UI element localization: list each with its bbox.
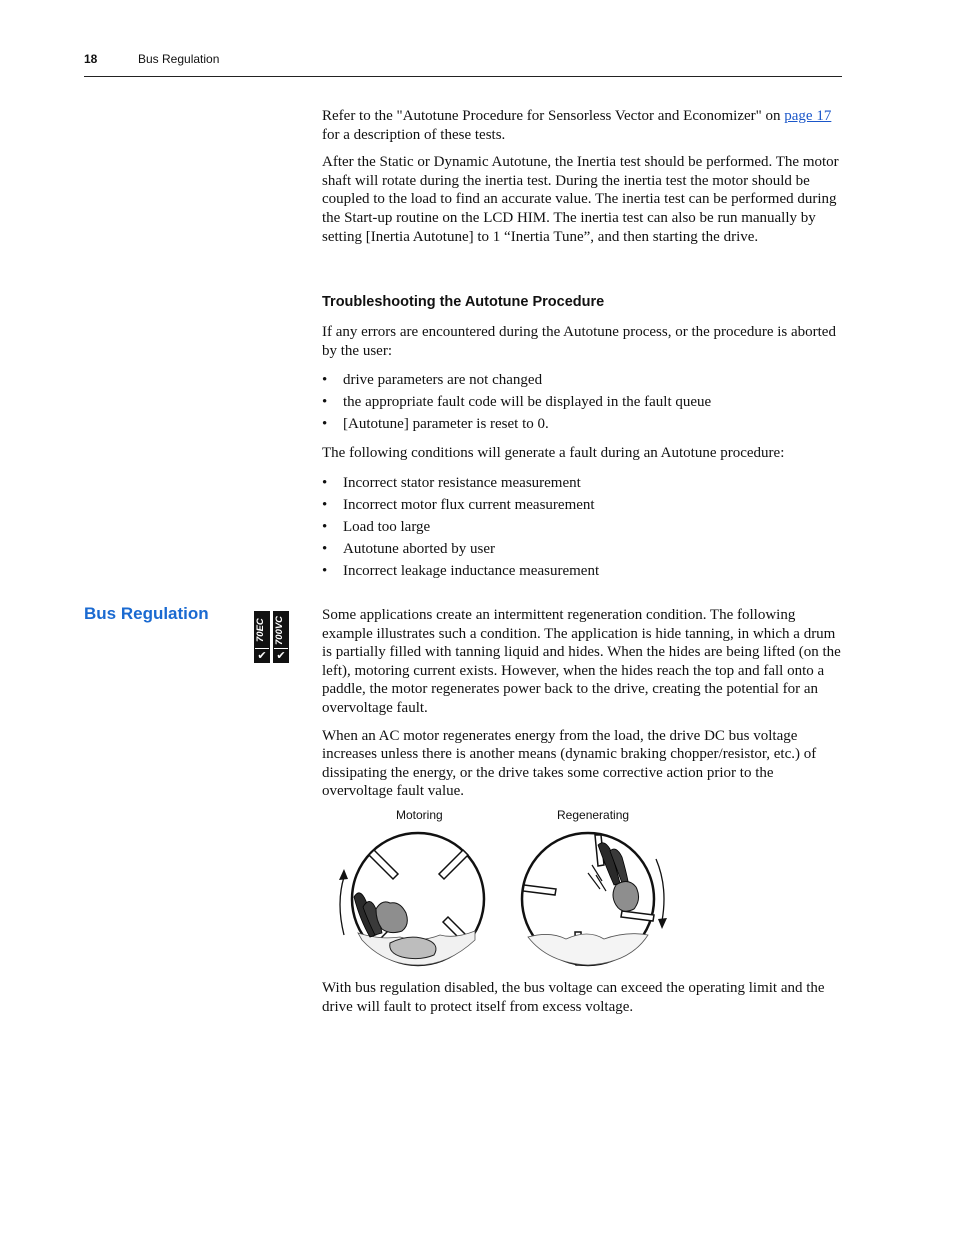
list-item-text: Incorrect motor flux current measurement (343, 496, 595, 513)
list-item (322, 369, 842, 391)
fault-conditions-list (322, 472, 842, 582)
list-item-text: Incorrect stator resistance measurement (343, 474, 581, 491)
bus-regulation-paragraph-3: With bus regulation disabled, the bus voltage can exceed the operating limit and the drive will fault to protect itself from excess voltage. (322, 980, 825, 1015)
bullet: • (322, 518, 328, 535)
badge-column-70ec (254, 611, 270, 663)
bus-regulation-section (322, 606, 842, 810)
bus-regulation-paragraph-2: When an AC motor regenerates energy from the load, the drive DC bus voltage increases unless there is another means (dynamic braking chopper/resistor, etc.) of dissipating the energy, or the drive takes some corrective action prior to the overvoltage fault value. (322, 727, 817, 800)
list-item-text: the appropriate fault code will be displayed in the fault queue (343, 394, 712, 411)
result-list (322, 369, 842, 435)
list-item-text: [Autotune] parameter is reset to 0. (343, 416, 549, 433)
intro-paragraph-1 (322, 107, 842, 144)
troubleshooting-paragraph-1: If any errors are encountered during the Autotune process, or the procedure is aborted by the user: (322, 324, 836, 359)
badge-label: 700VC (274, 615, 285, 645)
regenerating-drum (522, 833, 667, 965)
list-item (322, 494, 842, 516)
page-17-link[interactable]: page 17 (784, 108, 832, 124)
intro-section (322, 107, 842, 255)
intro-text: Refer to the "Autotune Procedure for Sensorless Vector and Economizer" on (322, 108, 785, 124)
closing-section (322, 979, 842, 1025)
list-item-text: Load too large (343, 518, 431, 535)
list-item (322, 516, 842, 538)
list-item (322, 413, 842, 435)
bullet: • (322, 416, 328, 433)
troubleshooting-heading: Troubleshooting the Autotune Procedure (322, 294, 605, 310)
badge-column-700vc (273, 611, 289, 663)
bus-regulation-heading: Bus Regulation (84, 604, 209, 623)
list-item (322, 560, 842, 582)
list-item (322, 472, 842, 494)
bullet: • (322, 474, 328, 491)
list-item-text: drive parameters are not changed (343, 372, 543, 389)
motoring-label: Motoring (396, 808, 443, 822)
bullet: • (322, 372, 328, 389)
page-number: 18 (84, 52, 98, 66)
page-header (84, 52, 842, 77)
bus-regulation-paragraph-1: Some applications create an intermittent regeneration condition. The following example illustrates such a condition. The application is hide tanning, in which a drum is partially filled with tanning liquid and hides. When the hides are being lifted (on the left), motoring current exists. However, when the hides reach the top and fall onto a paddle, the motor regenerates power back to the drive, creating the potential for an overvoltage fault. (322, 607, 841, 716)
regenerating-label: Regenerating (557, 808, 630, 822)
intro-paragraph-2: After the Static or Dynamic Autotune, the Inertia test should be performed. The motor shaft will rotate during the inertia test. During the inertia test the motor should be coupled to the load to find an accurate value. The inertia test can be performed during the Start-up routine on the LCD HIM. The inertia test can also be run manually by setting [Inertia Autotune] to 1 “Inertia Tune”, and then starting the drive. (322, 154, 839, 245)
check-icon: ✔ (255, 648, 269, 662)
check-icon: ✔ (274, 648, 288, 662)
bullet: • (322, 562, 328, 579)
list-item (322, 391, 842, 413)
bullet: • (322, 394, 328, 411)
drive-applicability-badge (254, 611, 289, 663)
list-item (322, 538, 842, 560)
list-item-text: Incorrect leakage inductance measurement (343, 562, 600, 579)
badge-label: 70EC (255, 618, 266, 642)
list-item-text: Autotune aborted by user (343, 540, 496, 557)
motoring-drum (339, 833, 484, 965)
bullet: • (322, 496, 328, 513)
bullet: • (322, 540, 328, 557)
troubleshooting-paragraph-2: The following conditions will generate a fault during an Autotune procedure: (322, 445, 785, 462)
drum-illustration (330, 825, 680, 975)
intro-text: for a description of these tests. (322, 126, 506, 143)
troubleshooting-section (322, 323, 842, 591)
running-title: Bus Regulation (138, 52, 220, 66)
